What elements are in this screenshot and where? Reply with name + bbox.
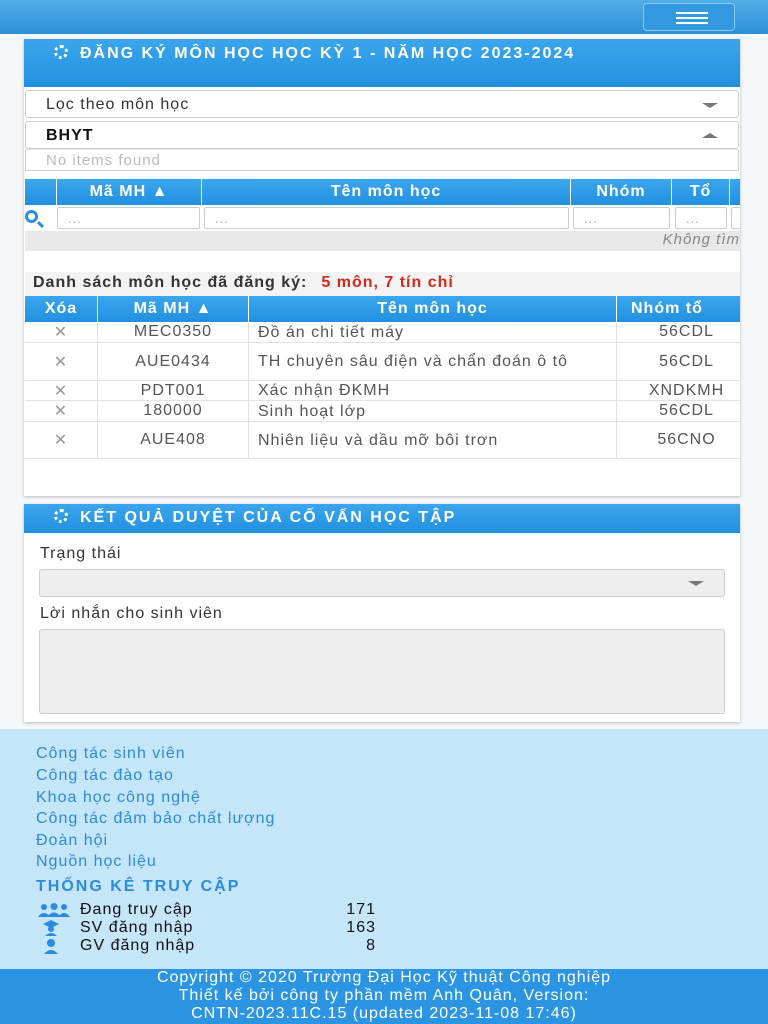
row-code: AUE408 [98,422,249,458]
status-label: Trạng thái [40,545,122,562]
delete-button[interactable] [25,343,98,380]
footer-link-training[interactable]: Công tác đào tạo [36,767,174,784]
course-filter-select[interactable] [25,90,739,118]
filter-course-code[interactable]: ... [57,207,200,229]
copyright-line-3: CNTN-2023.11C.15 (updated 2023-11-08 17:46) [191,1005,577,1022]
delete-button[interactable] [25,401,98,421]
row-code: AUE0434 [98,343,249,380]
menu-icon [676,12,708,14]
registration-title: ĐĂNG KÝ MÔN HỌC HỌC KỲ 1 - NĂM HỌC 2023-2024 [80,45,576,62]
row-group: XNDKMH [617,381,740,400]
top-navbar [0,0,768,34]
search-icon [25,210,38,223]
row-name: Đồ án chi tiết máy [249,322,617,342]
table-row [25,343,740,381]
col-course-name[interactable]: Tên môn học [202,179,571,205]
col-group[interactable]: Nhóm [571,179,672,205]
stat-label: Đang truy cập [80,901,193,918]
grid-col-select [25,179,57,205]
delete-button[interactable] [25,322,98,342]
registration-panel-header [24,39,740,87]
advisor-panel-header [24,504,740,533]
col-reg-code[interactable]: Mã MH ▲ [98,296,249,322]
close-icon: ✕ [53,382,69,400]
stat-online [36,901,396,919]
gear-icon [54,509,68,523]
close-icon: ✕ [53,324,69,341]
table-row [25,401,740,422]
grid-empty-text [25,231,740,251]
col-more [730,179,740,205]
filter-group[interactable]: ... [573,207,670,229]
hamburger-menu-button[interactable] [643,3,735,31]
chevron-down-icon [702,103,718,108]
row-group: 56CNO [617,422,740,458]
col-course-code[interactable]: Mã MH ▲ [57,179,202,205]
stat-value: 8 [366,937,376,954]
col-reg-group[interactable]: Nhóm tổ [617,296,740,322]
row-group: 56CDL [617,343,740,380]
message-label: Lời nhắn cho sinh viên [40,605,223,622]
stat-label: GV đăng nhập [80,937,196,954]
status-select[interactable] [39,569,725,597]
course-grid-filter-row [25,205,740,231]
footer-link-resources[interactable]: Nguồn học liệu [36,853,157,870]
dropdown-no-items: No items found [25,149,739,171]
footer-link-quality[interactable]: Công tác đảm bảo chất lượng [36,810,276,827]
row-group: 56CDL [617,401,740,421]
menu-icon-bar [676,17,708,19]
delete-button[interactable] [25,381,98,400]
stat-teacher-login [36,937,396,955]
stats-title: THỐNG KÊ TRUY CẬP [36,878,241,895]
footer-link-science[interactable]: Khoa học công nghệ [36,789,201,806]
stat-value: 171 [346,901,376,918]
footer-link-student-affairs[interactable]: Công tác sinh viên [36,745,186,762]
gear-icon [54,45,68,59]
filter-team[interactable]: ... [675,207,727,229]
filter-more[interactable] [731,207,740,229]
chevron-down-icon [688,581,704,586]
col-delete[interactable]: Xóa [25,296,98,322]
registered-summary [25,272,740,296]
empty-text: Không tìm [662,231,740,248]
stat-value: 163 [346,919,376,936]
registered-label: Danh sách môn học đã đăng ký: [33,274,308,291]
col-reg-name[interactable]: Tên môn học [249,296,617,322]
col-team[interactable]: Tổ [672,179,730,205]
close-icon: ✕ [53,353,69,371]
close-icon: ✕ [53,432,69,449]
course-grid-header [25,179,740,205]
student-icon [43,920,59,936]
message-textarea[interactable] [39,629,725,714]
row-code: MEC0350 [98,322,249,342]
table-row [25,322,740,343]
stat-label: SV đăng nhập [80,919,194,936]
course-filter-label: Lọc theo môn học [46,96,190,113]
footer-link-union[interactable]: Đoàn hội [36,832,109,849]
registered-count: 5 môn, 7 tín chỉ [321,274,454,291]
row-name: Xác nhận ĐKMH [249,381,617,400]
row-group: 56CDL [617,322,740,342]
registered-grid-header [25,296,740,322]
row-name: Sinh hoạt lớp [249,401,617,421]
chevron-up-icon [702,133,718,138]
row-code: 180000 [98,401,249,421]
delete-button[interactable] [25,422,98,458]
copyright-line-1: Copyright © 2020 Trường Đại Học Kỹ thuật Công nghiệp [156,969,612,986]
registered-grid-body [25,322,740,459]
copyright-line-2: Thiết kế bởi công ty phần mềm Anh Quân, Version: [178,987,590,1004]
filter-course-name[interactable]: ... [204,207,569,229]
course-search-input[interactable] [25,121,739,149]
table-row [25,422,740,459]
users-icon [36,903,72,917]
row-code: PDT001 [98,381,249,400]
menu-icon-bar [676,22,708,24]
close-icon: ✕ [53,403,69,420]
stat-student-login [36,919,396,937]
row-name: Nhiên liệu và dầu mỡ bôi trơn [249,422,617,458]
course-search-value: BHYT [46,127,94,144]
table-row [25,381,740,401]
advisor-title: KẾT QUẢ DUYỆT CỦA CỐ VẤN HỌC TẬP [80,509,457,526]
copyright-bar [0,969,768,1024]
teacher-icon [43,938,59,954]
row-name: TH chuyên sâu điện và chẩn đoán ô tô [249,343,617,380]
